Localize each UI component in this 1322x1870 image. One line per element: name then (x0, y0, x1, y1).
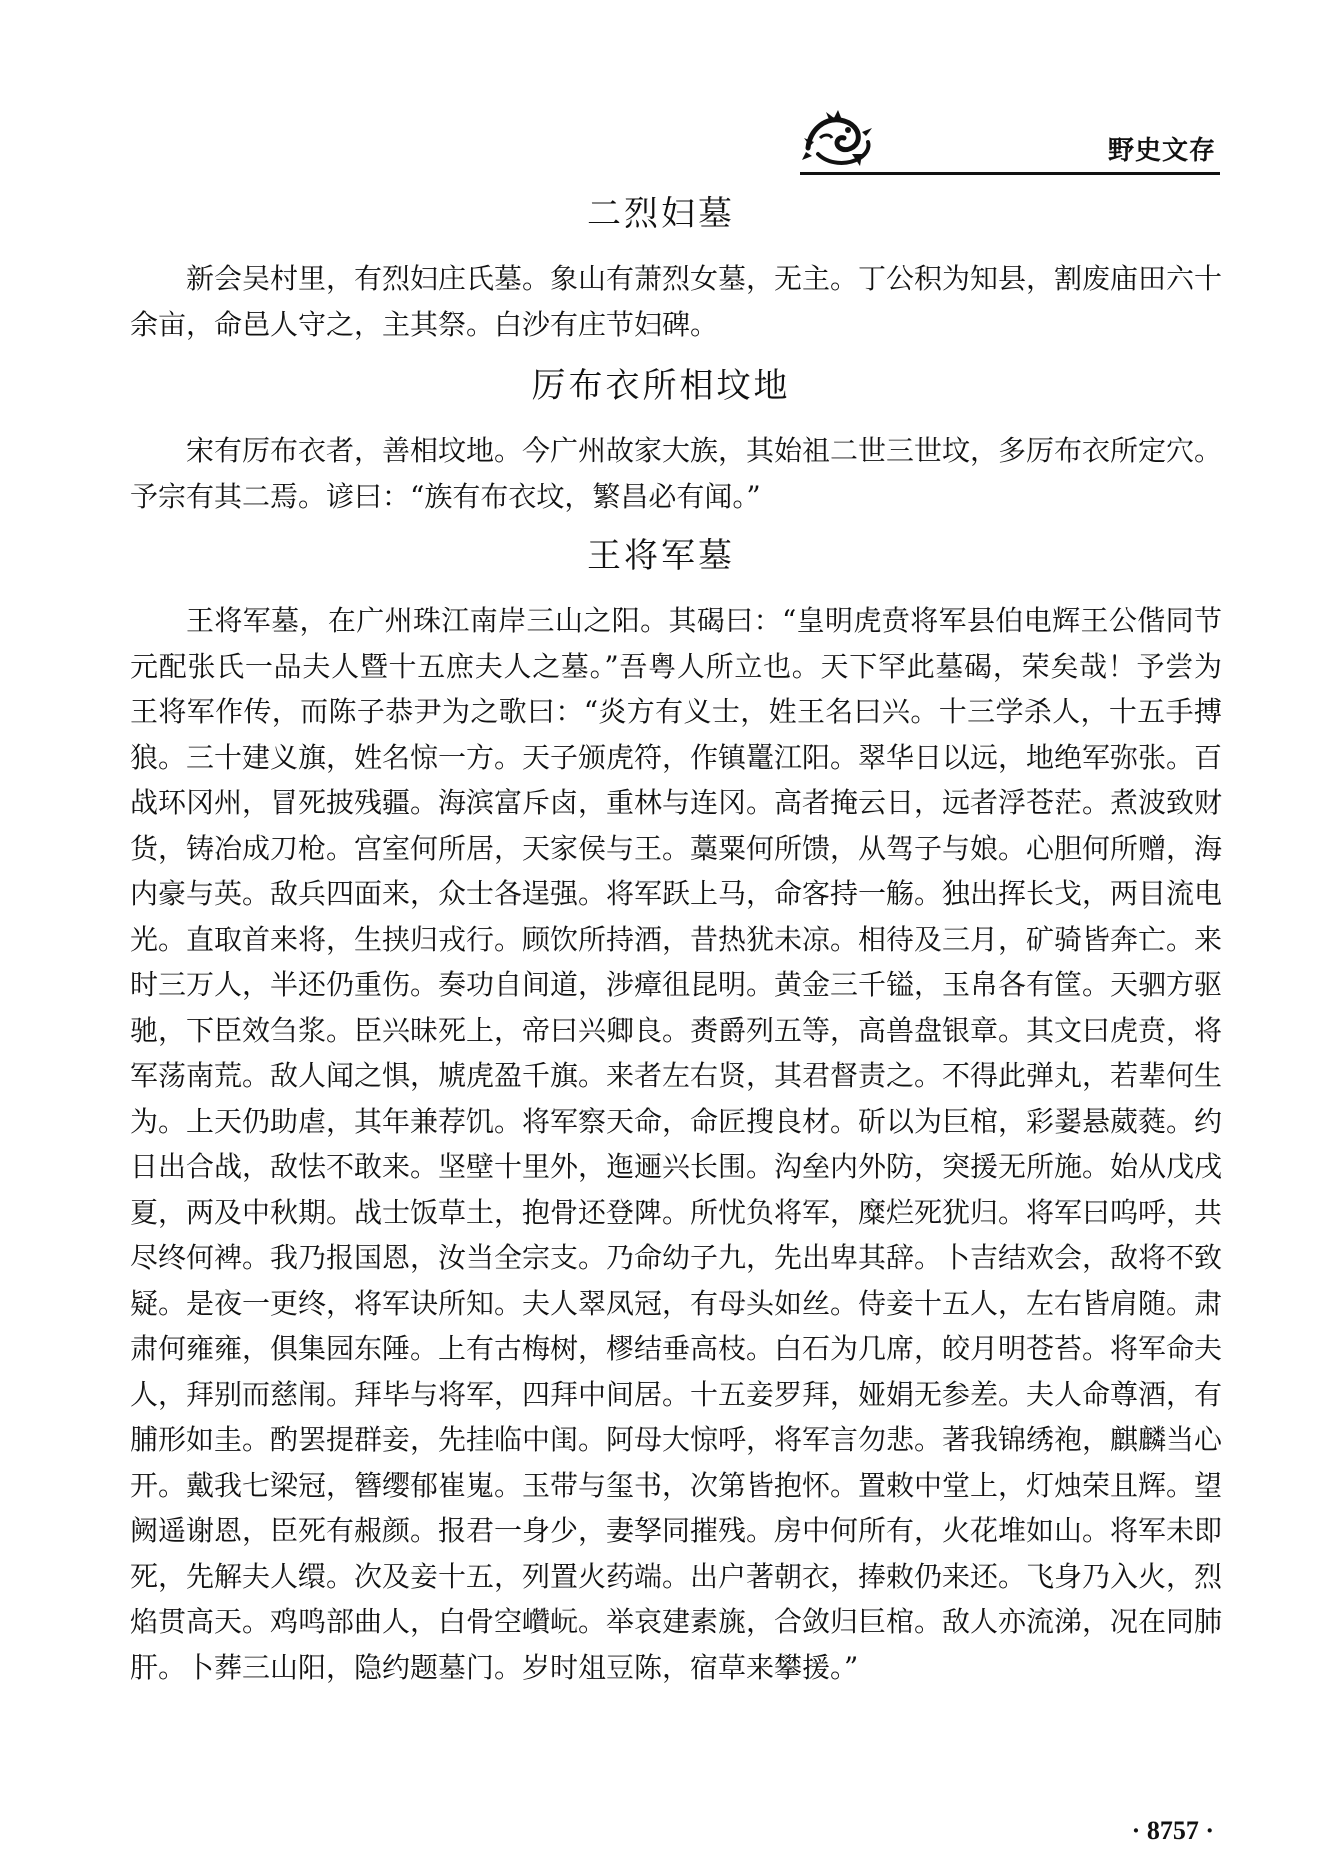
page-number: · 8757 · (1131, 1816, 1214, 1845)
paragraph: 新会吴村里，有烈妇庄氏墓。象山有萧烈女墓，无主。丁公积为知县，割废庙田六十余亩，命邑人守之，主其祭。白沙有庄节妇碑。 (130, 262, 1223, 341)
paragraph: 宋有厉布衣者，善相坟地。今广州故家大族，其始祖二世三世坟，多厉布衣所定穴。予宗有其二焉。谚曰：“族有布衣坟，繁昌必有闻。” (130, 434, 1223, 513)
section-title: 王将军墓 (587, 536, 735, 576)
header-divider (800, 172, 1220, 175)
section-title: 二烈妇墓 (587, 194, 735, 234)
section-title: 厉布衣所相坟地 (531, 366, 791, 406)
series-title: 野史文存 (1107, 136, 1216, 166)
dragon-icon (800, 108, 874, 170)
page-header (800, 108, 1220, 172)
paragraph: 王将军墓，在广州珠江南岸三山之阳。其碣曰：“皇明虎贲将军县伯电辉王公偕同节元配张氏一品夫人暨十五庶夫人之墓。”吾粤人所立也。天下罕此墓碣，荣矣哉！予尝为王将军作传，而陈子恭尹为之歌曰：“炎方有义士，姓王名曰兴。十三学杀人，十五手搏狼。三十建义旗，姓名惊一方。天子颁虎符，作镇鼍江阳。翠华日以远，地绝军弥张。百战环冈州，冒死披残疆。海滨富斥卤，重林与连冈。高者掩云日，远者浮苍茫。煮波致财货，铸冶成刀枪。宫室何所居，天家侯与王。藁粟何所馈，从驾子与娘。心胆何所赠，海内豪与英。敌兵四面来，众士各逞强。将军跃上马，命客持一觞。独出挥长戈，两目流电光。直取首来将，生挟归戎行。顾饮所持酒，昔热犹未凉。相待及三月，矿骑皆奔亡。来时三万人，半还仍重伤。奏功自间道，涉瘴徂昆明。黄金三千镒，玉帛各有筐。天驷方驱驰，下臣效刍浆。臣兴昧死上，帝曰兴卿良。赉爵列五等，高兽盘银章。其文曰虎贲，将军荡南荒。敌人闻之惧，虓虎盈千旗。来者左右贤，其君督责之。不得此弹丸，若辈何生为。上天仍助虐，其年兼荐饥。将军察天命，命匠搜良材。斫以为巨棺，彩翣悬葳蕤。约日出合战，敌怯不敢来。坚壁十里外，迤逦兴长围。沟垒内外防，突援无所施。始从戊戌夏，两及中秋期。战士饭草土，抱骨还登陴。所忧负将军，糜烂死犹归。将军曰呜呼，共尽终何裨。我乃报国恩，汝当全宗支。乃命幼子九，先出卑其辞。卜吉结欢会，敌将不致疑。是夜一更终，将军诀所知。夫人翠凤冠，有母头如丝。侍妾十五人，左右皆肩随。肃肃何雍雍，俱集园东陲。上有古梅树，樛结垂高枝。白石为几席，皎月明苍苔。将军命夫人，拜别而慈闱。拜毕与将军，四拜中间居。十五妾罗拜，娅娟无参差。夫人命尊酒，有脯形如圭。酌罢提群妾，先挂临中闺。阿母大惊呼，将军言勿悲。著我锦绣袍，麒麟当心开。戴我七梁冠，簪缨郁崔嵬。玉带与玺书，次第皆抱怀。置敕中堂上，灯烛荣且辉。望阙遥谢恩，臣死有赧颜。报君一身少，妻孥同摧残。房中何所有，火花堆如山。将军未即死，先解夫人缳。次及妾十五，列置火药端。出户著朝衣，捧敕仍来还。飞身乃入火，烈焰贯高天。鸡鸣部曲人，白骨空巑岏。举哀建素旐，合敛归巨棺。敌人亦流涕，况在同肺肝。卜葬三山阳，隐约题墓门。岁时俎豆陈，宿草来攀援。” (130, 604, 1223, 1684)
